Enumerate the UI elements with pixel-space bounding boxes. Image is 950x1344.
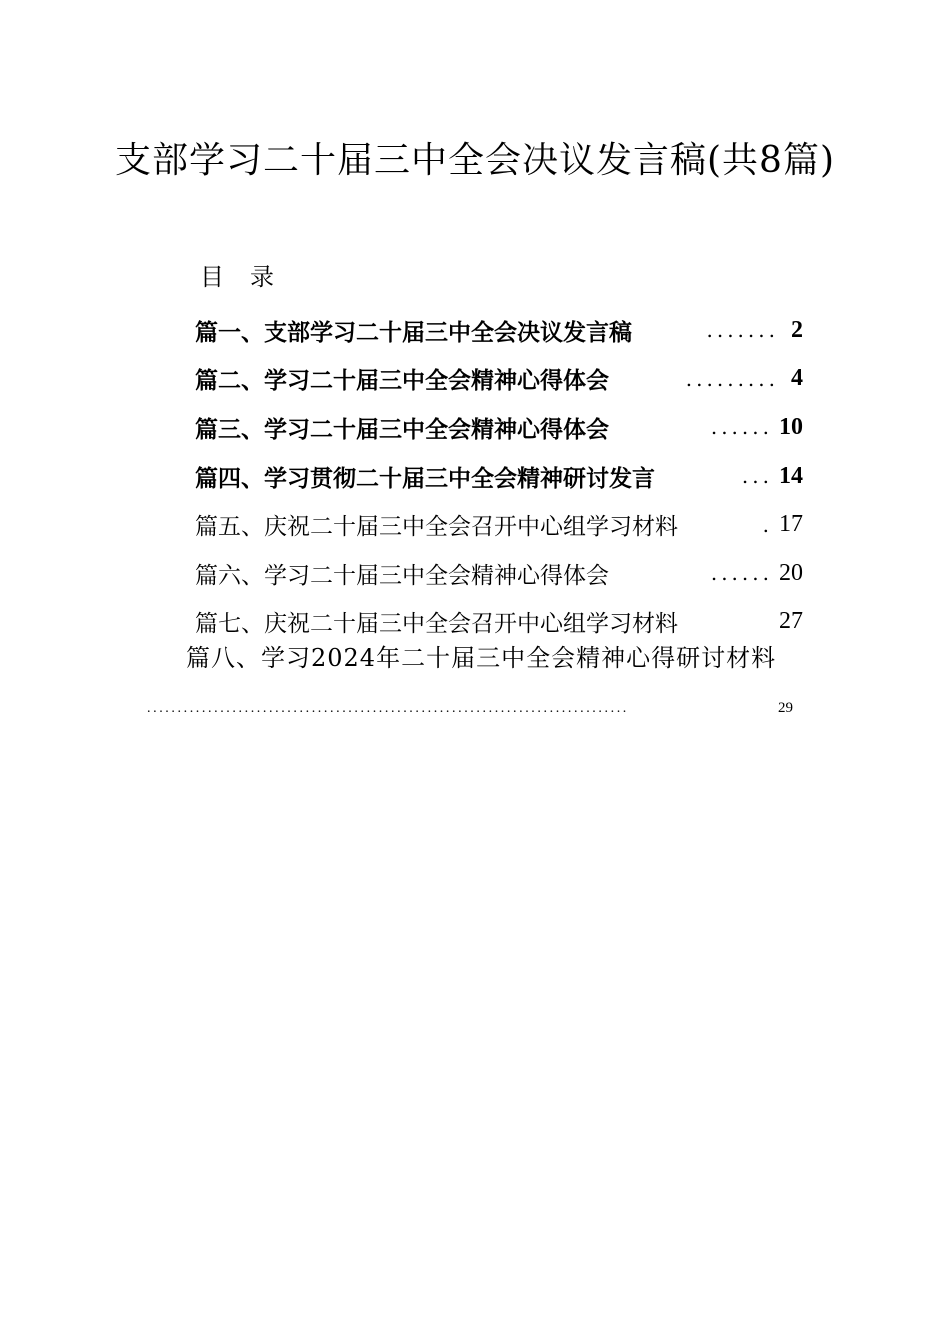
toc-page-number: 2	[791, 316, 803, 343]
toc-page-number: 27	[779, 608, 803, 635]
toc-page-number: 20	[779, 559, 803, 586]
toc-leader-dots: ...	[741, 464, 773, 489]
toc-page-number: 29	[778, 700, 793, 716]
toc-entry-label: 篇六、学习二十届三中全会精神心得体会	[195, 562, 609, 589]
toc-entry[interactable]	[195, 452, 803, 501]
table-of-contents	[195, 306, 803, 646]
toc-leader-dots: ......	[710, 561, 773, 586]
toc-page-number: 10	[779, 413, 803, 440]
toc-entry[interactable]	[195, 549, 803, 598]
document-title: 支部学习二十届三中全会决议发言稿(共8篇)	[115, 140, 835, 181]
toc-page-number: 14	[779, 462, 803, 489]
toc-entry-label: 篇五、庆祝二十届三中全会召开中心组学习材料	[195, 514, 678, 541]
toc-entry-last-label[interactable]: 篇八、学习2024年二十届三中全会精神心得研讨材料	[186, 644, 777, 672]
toc-entry[interactable]	[195, 598, 803, 647]
toc-entry-label: 篇三、学习二十届三中全会精神心得体会	[195, 416, 609, 443]
toc-entry-label: 篇一、支部学习二十届三中全会决议发言稿	[195, 319, 632, 346]
toc-leader-dots: ...............................................................................	[147, 700, 629, 716]
toc-leader-dots: ......	[710, 415, 773, 440]
toc-entry-label: 篇二、学习二十届三中全会精神心得体会	[195, 368, 609, 395]
toc-page-number: 17	[779, 511, 803, 538]
toc-leader-dots: .......	[706, 318, 779, 343]
toc-heading-char-2: 录	[250, 263, 274, 291]
toc-leader-dots: .........	[685, 366, 779, 391]
toc-heading	[200, 262, 274, 292]
toc-entry-label: 篇四、学习贯彻二十届三中全会精神研讨发言	[195, 465, 655, 492]
toc-leader-dots: .	[762, 512, 773, 537]
toc-entry[interactable]	[195, 355, 803, 404]
toc-heading-char-1: 目	[200, 263, 224, 291]
toc-entry-label: 篇七、庆祝二十届三中全会召开中心组学习材料	[195, 611, 678, 638]
toc-page-number: 4	[791, 365, 803, 392]
toc-entry-last-leader-row	[147, 700, 807, 717]
toc-entry[interactable]	[195, 306, 803, 355]
toc-entry[interactable]	[195, 500, 803, 549]
toc-entry[interactable]	[195, 403, 803, 452]
